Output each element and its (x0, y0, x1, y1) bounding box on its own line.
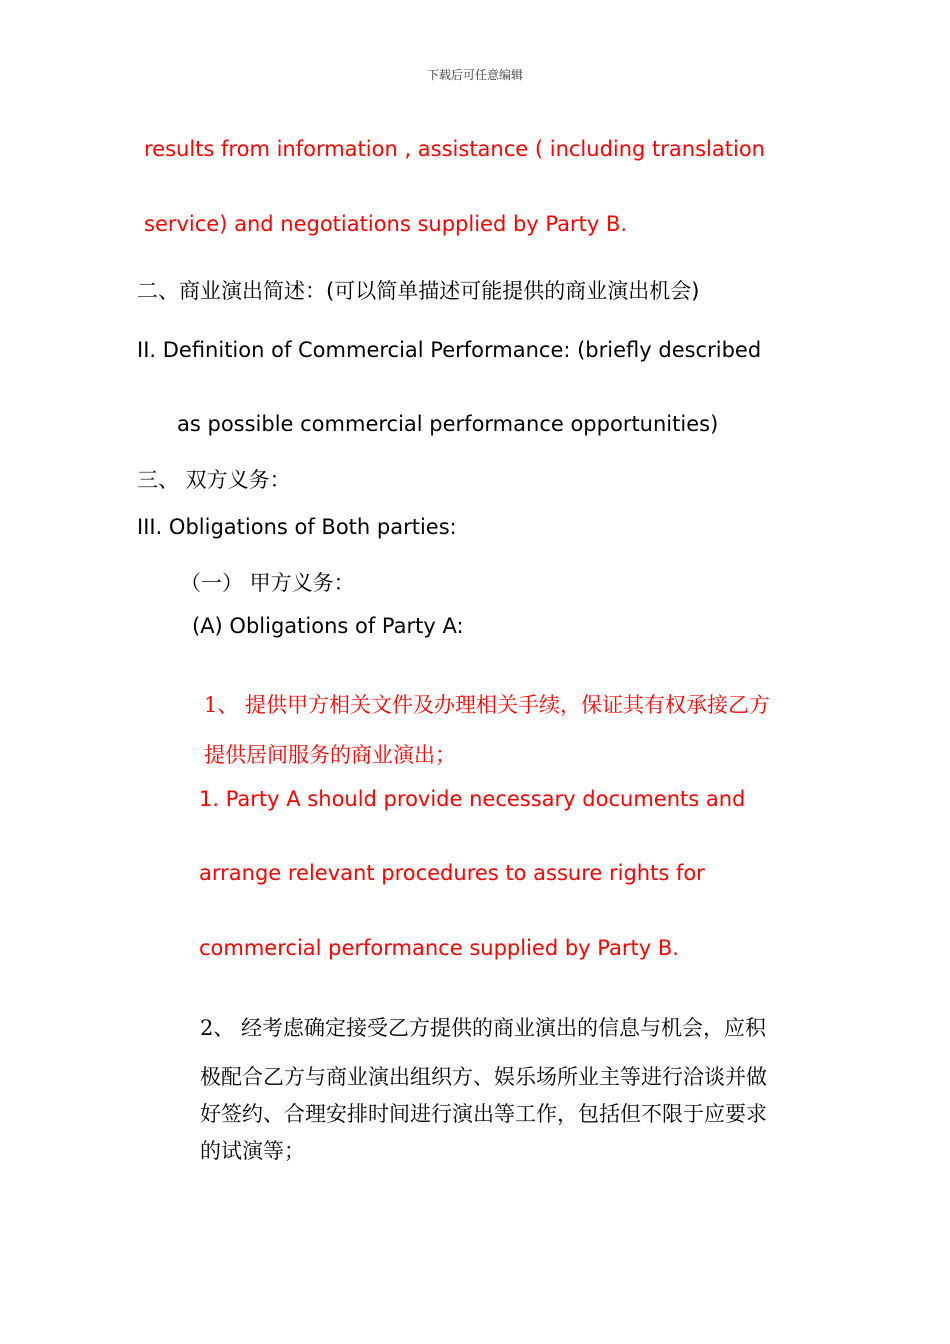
item-2-cn-line-1: 2、 经考虑确定接受乙方提供的商业演出的信息与机会，应积 (200, 1016, 767, 1040)
section-2-heading-en-line-1: II. Definition of Commercial Performance: (briefly described (137, 338, 762, 362)
item-1-cn-line-2: 提供居间服务的商业演出； (204, 743, 456, 767)
item-2-cn-line-3: 好签约、合理安排时间进行演出等工作，包括但不限于应要求 (200, 1102, 767, 1126)
section-3-heading-cn: 三、 双方义务： (137, 468, 291, 492)
section-2-heading-en-line-2: as possible commercial performance opportunities) (177, 412, 719, 436)
item-1-en-line-1: 1. Party A should provide necessary documents and (199, 787, 746, 811)
item-1-en-line-2: arrange relevant procedures to assure rights for (199, 861, 705, 885)
section-2-heading-cn: 二、商业演出简述：(可以简单描述可能提供的商业演出机会) (137, 279, 700, 303)
item-1-en-line-3: commercial performance supplied by Party B. (199, 936, 679, 960)
intro-paragraph-line-2: service) and negotiations supplied by Party B. (144, 212, 628, 236)
intro-paragraph-line-1: results from information , assistance ( including translation (144, 137, 765, 161)
item-2-cn-line-2: 极配合乙方与商业演出组织方、娱乐场所业主等进行洽谈并做 (200, 1065, 767, 1089)
subsection-a-heading-en: (A) Obligations of Party A: (192, 614, 464, 638)
item-2-cn-line-4: 的试演等； (200, 1139, 305, 1163)
item-1-cn-line-1: 1、 提供甲方相关文件及办理相关手续，保证其有权承接乙方 (204, 693, 771, 717)
subsection-a-heading-cn: （一） 甲方义务： (180, 571, 355, 595)
section-3-heading-en: III. Obligations of Both parties: (137, 515, 457, 539)
page-header: 下载后可任意编辑 (426, 68, 523, 82)
